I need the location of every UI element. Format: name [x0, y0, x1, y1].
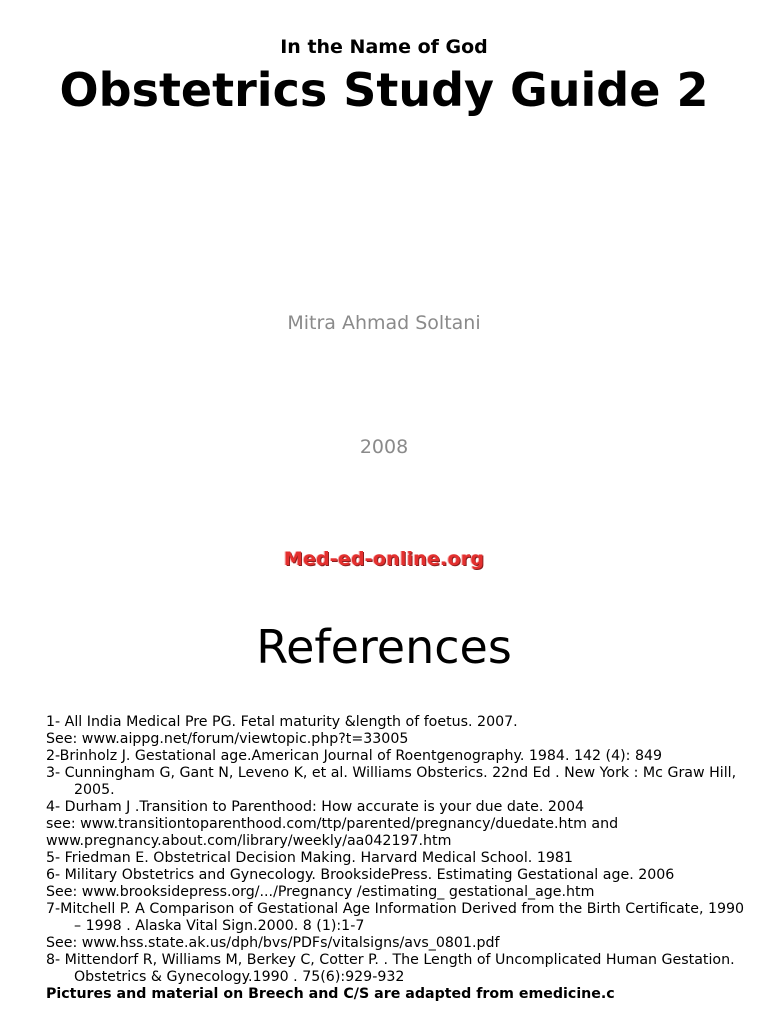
reference-item: 6- Military Obstetrics and Gynecology. BrooksidePress. Estimating Gestational age. 2006	[46, 867, 675, 883]
reference-item: See: www.hss.state.ak.us/dph/bvs/PDFs/vitalsigns/avs_0801.pdf	[46, 935, 500, 951]
reference-item: 3- Cunningham G, Gant N, Leveno K, et al. Williams Obsterics. 22nd Ed . New York : Mc Graw Hill, 2005.	[46, 765, 737, 798]
reference-item: see: www.transitiontoparenthood.com/ttp/parented/pregnancy/duedate.htm and	[46, 816, 619, 832]
reference-item: 7-Mitchell P. A Comparison of Gestational Age Information Derived from the Birth Certificate, 1990 – 1998 . Alaska Vital Sign.2000. 8 (1):1-7	[46, 901, 745, 934]
reference-item: 2-Brinholz J. Gestational age.American Journal of Roentgenography. 1984. 142 (4): 849	[46, 748, 663, 764]
site-logo: Med-ed-online.org	[283, 548, 485, 570]
publication-year: 2008	[359, 436, 409, 458]
reference-item: 4- Durham J .Transition to Parenthood: How accurate is your due date. 2004	[46, 799, 584, 815]
reference-item: 1- All India Medical Pre PG. Fetal maturity &length of foetus. 2007.	[46, 714, 518, 730]
page-title: Obstetrics Study Guide 2	[59, 63, 709, 117]
references-list	[46, 714, 746, 1003]
reference-item: www.pregnancy.about.com/library/weekly/aa042197.htm	[46, 833, 452, 849]
reference-item: 8- Mittendorf R, Williams M, Berkey C, Cotter P. . The Length of Uncomplicated Human Gestation. Obstetrics & Gynecology.1990 . 75(6):929-932	[46, 952, 735, 985]
references-heading: References	[256, 620, 512, 674]
reference-item: Pictures and material on Breech and C/S are adapted from emedicine.c	[46, 986, 615, 1002]
reference-item: See: www.aippg.net/forum/viewtopic.php?t=33005	[46, 731, 409, 747]
author-name: Mitra Ahmad Soltani	[287, 312, 481, 334]
reference-item: See: www.brooksidepress.org/.../Pregnancy /estimating_ gestational_age.htm	[46, 884, 595, 900]
prelude-text: In the Name of God	[280, 36, 488, 58]
reference-item: 5- Friedman E. Obstetrical Decision Making. Harvard Medical School. 1981	[46, 850, 573, 866]
